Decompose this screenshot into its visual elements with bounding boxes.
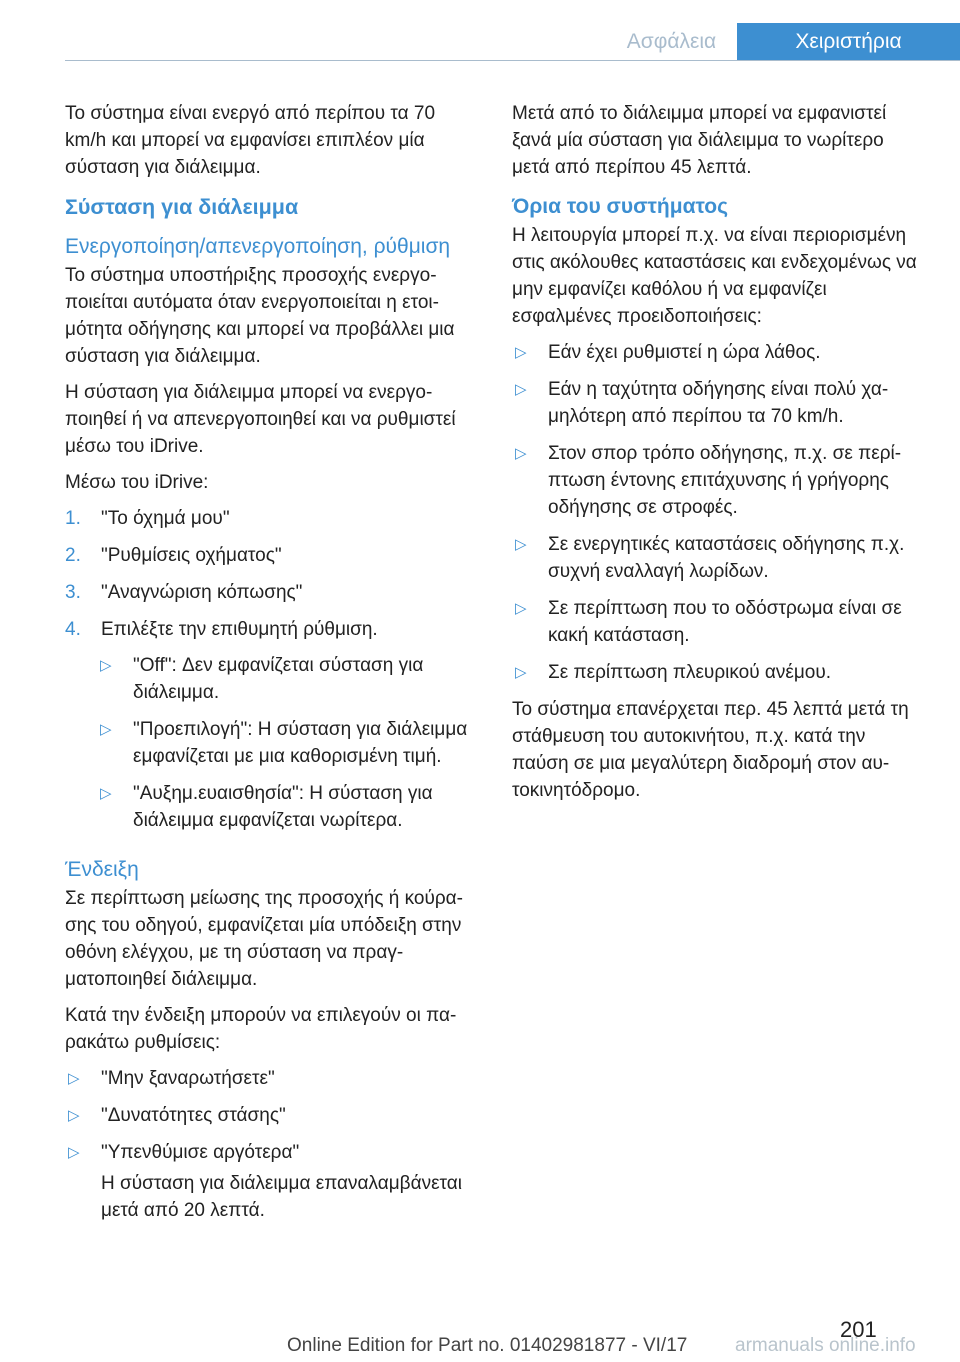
option-text: "Off": Δεν εμφανίζεται σύσταση για διάλειμμα. xyxy=(133,655,424,703)
triangle-bullet-icon: ▷ xyxy=(515,344,527,361)
idrive-steps-list xyxy=(65,505,477,834)
paragraph-after-break: Μετά από το διάλειμμα μπορεί να εμφανιστεί ξανά μία σύσταση για διάλειμμα το νωρίτερο μετά από περίπου 45 λεπτά. xyxy=(512,103,887,178)
triangle-bullet-icon: ▷ xyxy=(100,785,112,802)
limit-text: Σε περίπτωση πλευρικού ανέμου. xyxy=(548,662,831,683)
header-rule xyxy=(65,60,960,61)
step-item xyxy=(65,579,477,606)
option-text: "Αυξημ.ευαισθησία": Η σύσταση για διάλειμμα εμφανίζεται νωρίτερα. xyxy=(133,783,433,831)
limit-text: Εάν η ταχύτητα οδήγησης είναι πολύ χαμηλότερη από περίπου τα 70 km/h. xyxy=(548,379,889,427)
display-choices-list xyxy=(65,1065,477,1166)
step-number: 1. xyxy=(65,508,81,529)
edition-footer: Online Edition for Part no. 01402981877 - VI/17 xyxy=(287,1335,688,1356)
limit-text: Σε περίπτωση που το οδόστρωμα είναι σε κακή κατάσταση. xyxy=(548,598,902,646)
limit-item xyxy=(512,659,924,686)
limit-item xyxy=(512,595,924,649)
paragraph-display-hint: Σε περίπτωση μείωσης της προσοχής ή κούρασης του οδηγού, εμφανίζεται μία υπόδειξη στην οθόνη ελέγχου, με τη σύσταση να πραγματοποιηθεί διάλειμμα. xyxy=(65,888,463,990)
setting-options-list xyxy=(65,652,477,834)
paragraph-idrive-setting: Η σύσταση για διάλειμμα μπορεί να ενεργοποιηθεί ή να απενεργοποιηθεί και να ρυθμιστεί μέσω του iDrive. xyxy=(65,382,456,457)
step-text: "Ρυθμίσεις οχήματος" xyxy=(101,545,282,566)
triangle-bullet-icon: ▷ xyxy=(515,381,527,398)
step-item xyxy=(65,542,477,569)
step-number: 2. xyxy=(65,545,81,566)
triangle-bullet-icon: ▷ xyxy=(68,1144,80,1161)
subheading-activation: Ενεργοποίηση/απενεργοποίηση, ρύθμιση xyxy=(65,235,451,258)
right-column xyxy=(512,100,924,813)
limit-text: Σε ενεργητικές καταστάσεις οδήγησης π.χ. συχνή εναλλαγή λωρίδων. xyxy=(548,534,905,582)
limit-item xyxy=(512,376,924,430)
choice-item xyxy=(65,1065,477,1092)
watermark: armanuals online.info xyxy=(735,1335,916,1356)
triangle-bullet-icon: ▷ xyxy=(68,1107,80,1124)
triangle-bullet-icon: ▷ xyxy=(515,600,527,617)
limit-item xyxy=(512,531,924,585)
step-number: 4. xyxy=(65,619,81,640)
paragraph-limits-intro: Η λειτουργία μπορεί π.χ. να είναι περιορισμένη στις ακόλουθες καταστάσεις και ενδεχομένως να μην εμφανίζει καθόλου ή να εμφανίζει εσφαλμένες προειδοποιήσεις: xyxy=(512,225,917,327)
option-item xyxy=(65,780,477,834)
choice-text: "Δυνατότητες στάσης" xyxy=(101,1105,286,1126)
triangle-bullet-icon: ▷ xyxy=(68,1070,80,1087)
subheading-display: Ένδειξη xyxy=(65,858,139,881)
limit-item xyxy=(512,440,924,521)
triangle-bullet-icon: ▷ xyxy=(515,664,527,681)
limits-list xyxy=(512,339,924,686)
paragraph-via-idrive: Μέσω του iDrive: xyxy=(65,472,209,493)
step-text: "Το όχημά μου" xyxy=(101,508,230,529)
choice-item xyxy=(65,1102,477,1129)
reminder-note: Η σύσταση για διάλειμμα επαναλαμβάνεται μετά από 20 λεπτά. xyxy=(101,1173,462,1221)
triangle-bullet-icon: ▷ xyxy=(515,445,527,462)
step-text: "Αναγνώριση κόπωσης" xyxy=(101,582,303,603)
triangle-bullet-icon: ▷ xyxy=(100,721,112,738)
limit-text: Εάν έχει ρυθμιστεί η ώρα λάθος. xyxy=(548,342,821,363)
triangle-bullet-icon: ▷ xyxy=(515,536,527,553)
option-item xyxy=(65,652,477,706)
triangle-bullet-icon: ▷ xyxy=(100,657,112,674)
left-column xyxy=(65,100,477,1233)
limit-item xyxy=(512,339,924,366)
choice-item xyxy=(65,1139,477,1166)
step-number: 3. xyxy=(65,582,81,603)
header-tab-chapter: Χειριστήρια xyxy=(737,23,960,61)
paragraph-attention-assist: Το σύστημα υποστήριξης προσοχής ενεργοποιείται αυτόματα όταν ενεργοποιείται η ετοιμότητα οδήγησης και μπορεί να προβάλλει μια σύσταση για διάλειμμα. xyxy=(65,265,455,367)
section-heading-break-recommendation: Σύσταση για διάλειμμα xyxy=(65,195,299,219)
paragraph-system-reset: Το σύστημα επανέρχεται περ. 45 λεπτά μετά τη στάθμευση του αυτοκινήτου, π.χ. κατά την παύση σε μια μεγαλύτερη διαδρομή στον αυτοκινητόδρομο. xyxy=(512,699,909,801)
intro-paragraph: Το σύστημα είναι ενεργό από περίπου τα 70 km/h και μπορεί να εμφανίσει επιπλέον μία σύσταση για διάλειμμα. xyxy=(65,103,436,178)
choice-text: "Μην ξαναρωτήσετε" xyxy=(101,1068,275,1089)
option-item xyxy=(65,716,477,770)
step-item xyxy=(65,616,477,834)
page-number: 201 xyxy=(840,1317,877,1342)
choice-text: "Υπενθύμισε αργότερα" xyxy=(101,1142,300,1163)
paragraph-display-options: Κατά την ένδειξη μπορούν να επιλεγούν οι παρακάτω ρυθμίσεις: xyxy=(65,1005,457,1053)
subheading-system-limits: Όρια του συστήματος xyxy=(512,195,729,218)
option-text: "Προεπιλογή": Η σύσταση για διάλειμμα εμφανίζεται με μια καθορισμένη τιμή. xyxy=(133,719,468,767)
step-text: Επιλέξτε την επιθυμητή ρύθμιση. xyxy=(101,619,378,640)
header-tab-section: Ασφάλεια xyxy=(626,30,717,53)
step-item xyxy=(65,505,477,532)
limit-text: Στον σπορ τρόπο οδήγησης, π.χ. σε περίπτωση έντονης επιτάχυνσης ή γρήγορης οδήγησης σε στροφές. xyxy=(548,443,902,518)
